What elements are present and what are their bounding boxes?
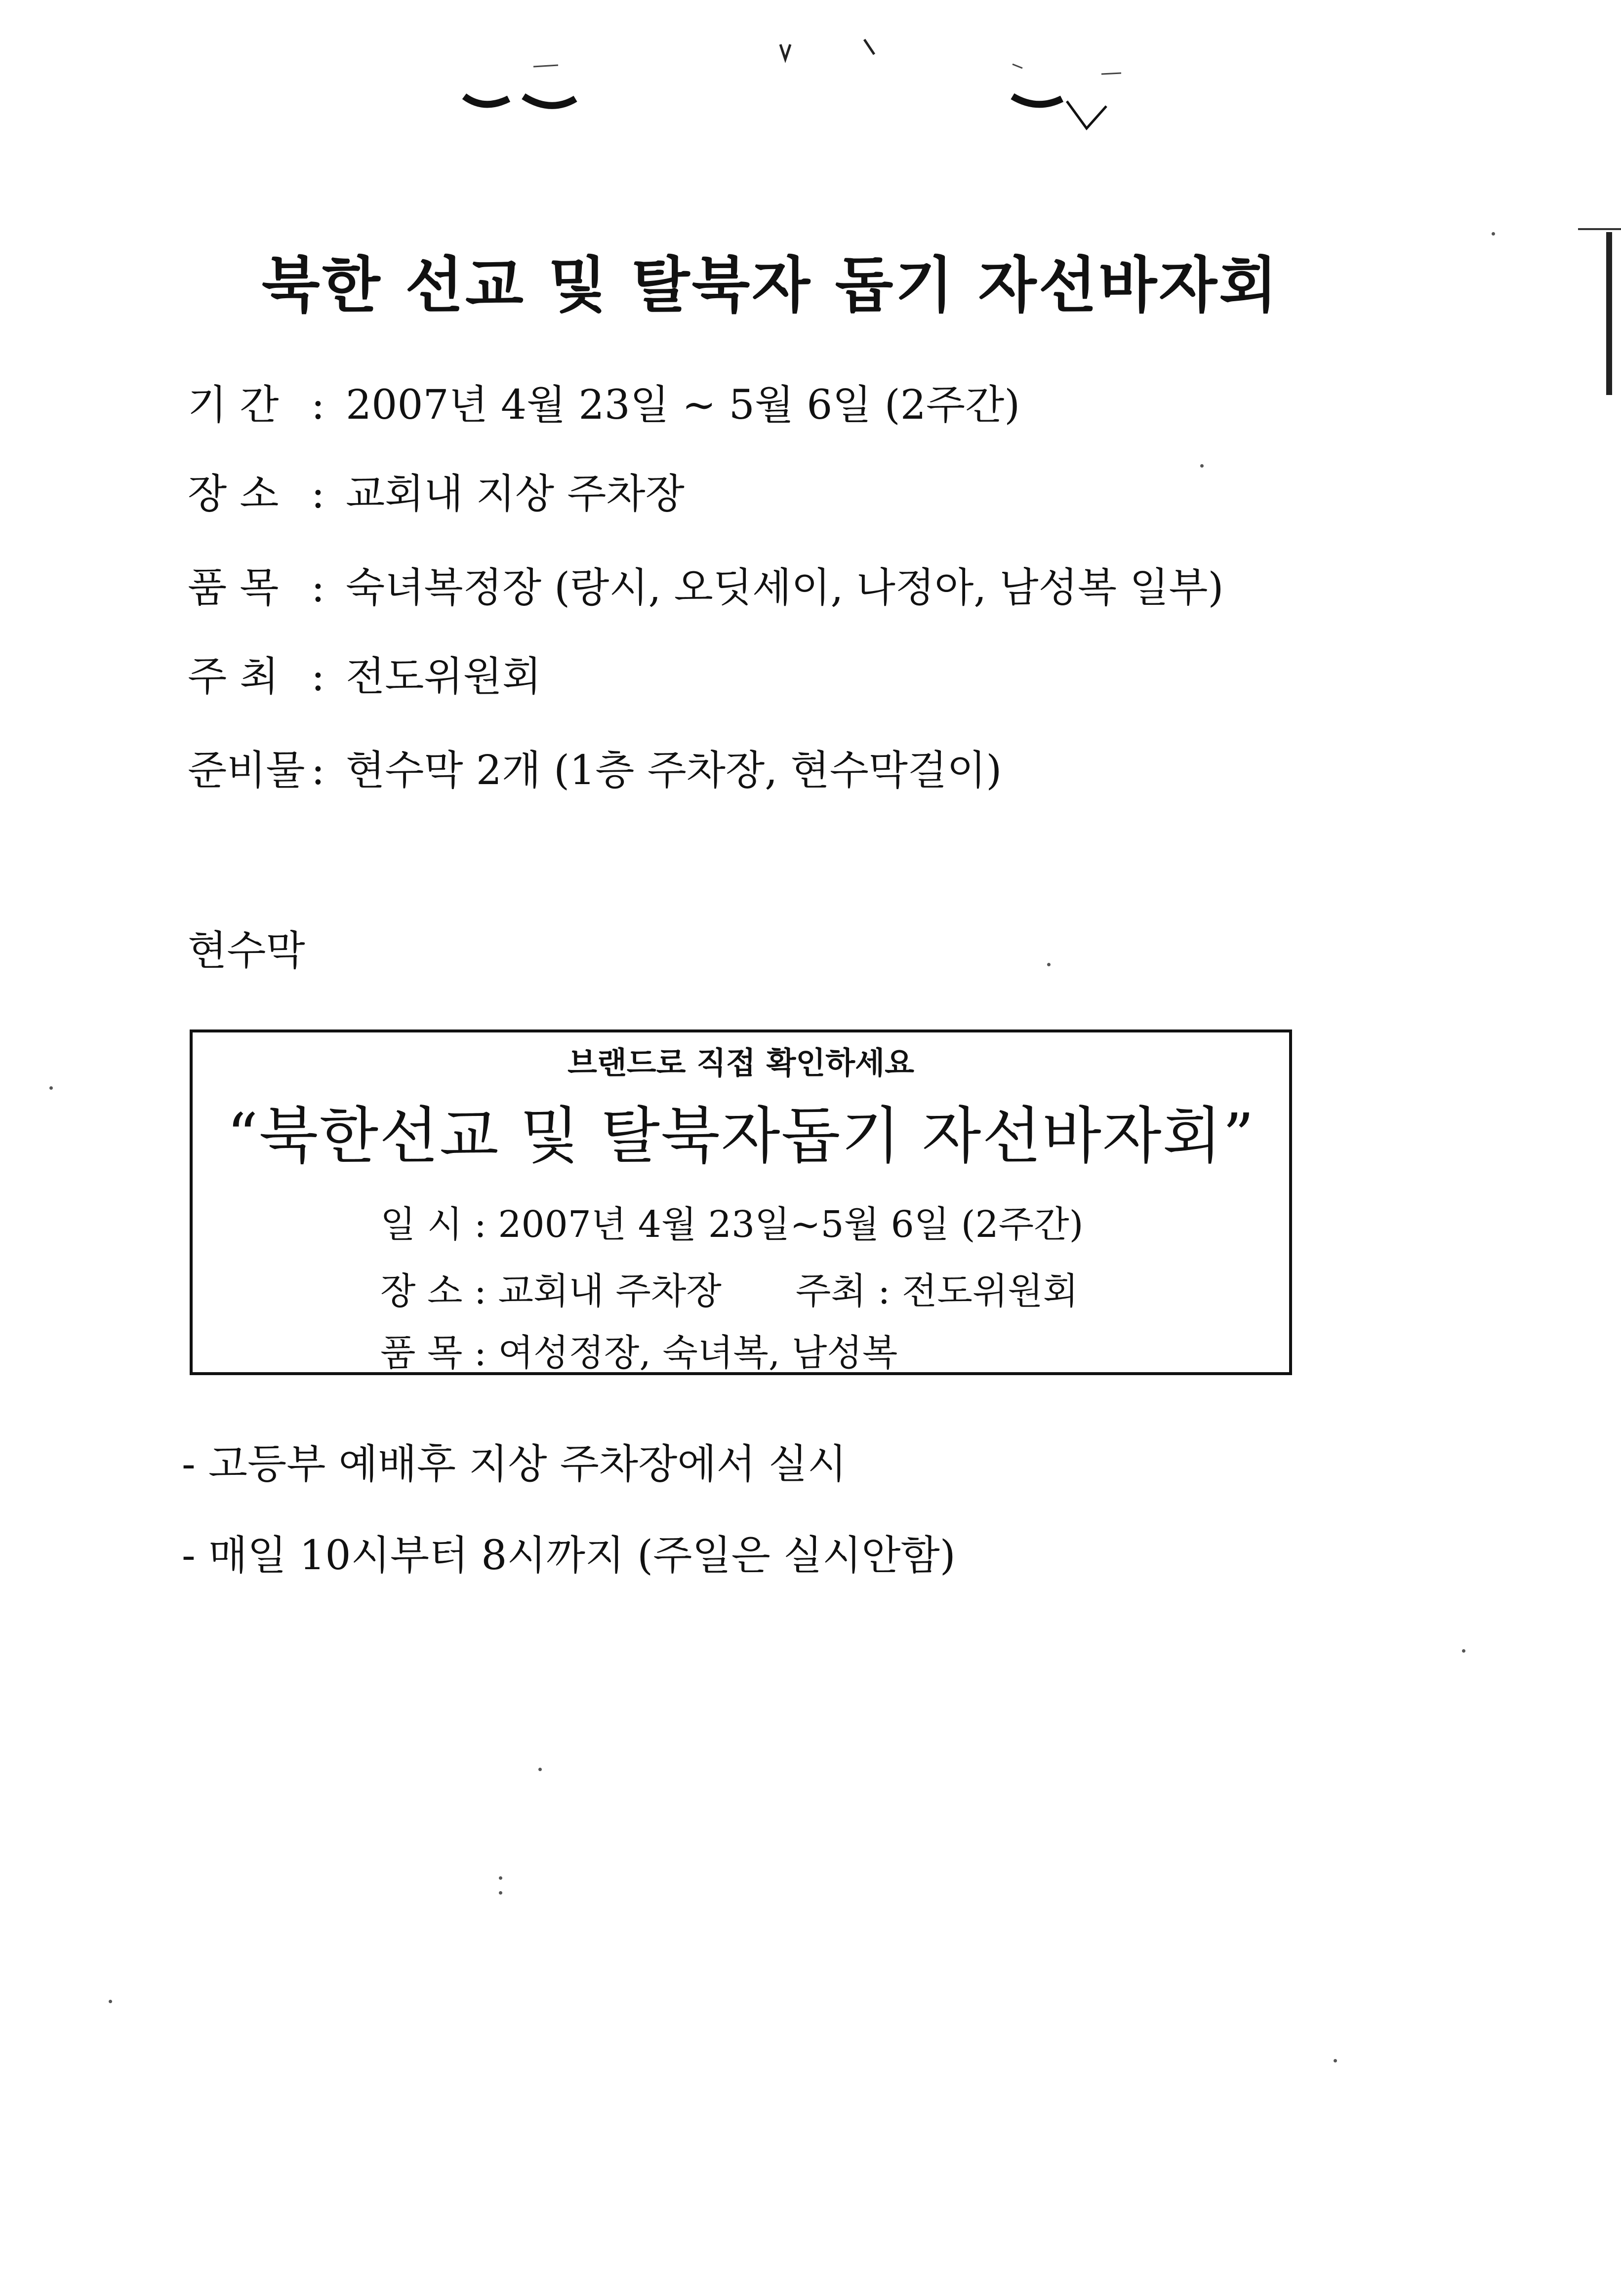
- note-item: - 매일 10시부터 8시까지 (주일은 실시안함): [182, 1532, 956, 1579]
- scan-speck: [49, 1086, 53, 1090]
- page-title: 북한 선교 및 탈북자 돕기 자선바자회: [261, 249, 1280, 320]
- banner-row-label: 장 소: [380, 1270, 463, 1312]
- detail-separator: :: [311, 564, 325, 611]
- detail-label: 준비물: [188, 747, 305, 794]
- banner-row-label: 품 목: [380, 1332, 463, 1374]
- scan-speck: [499, 1891, 502, 1895]
- scan-speck: [109, 2000, 112, 2003]
- scan-edge-line: [1578, 228, 1621, 230]
- scan-speck: [499, 1876, 502, 1880]
- detail-row-host: [188, 644, 541, 702]
- scan-artifact-top: [445, 10, 1136, 138]
- banner-row-extra-label: 주최: [795, 1270, 866, 1312]
- detail-separator: :: [311, 471, 325, 517]
- banner-row-value: : 여성정장, 숙녀복, 남성복: [474, 1332, 898, 1374]
- banner-row-value: : 교회내 주차장: [474, 1270, 722, 1312]
- banner-box: [190, 1029, 1292, 1375]
- detail-row-period: [188, 373, 1020, 431]
- scan-speck: [1200, 464, 1204, 468]
- scan-speck: [1462, 1649, 1465, 1653]
- banner-row-date: [380, 1195, 1084, 1248]
- detail-row-supplies: [188, 738, 1002, 796]
- detail-value: 2007년 4월 23일 ~ 5월 6일 (2주간): [346, 382, 1020, 429]
- banner-top-text: 브랜드로 직접 확인하세요: [567, 1045, 914, 1081]
- scan-speck: [1492, 232, 1495, 236]
- banner-title: “북한선교 및 탈북자돕기 자선바자회”: [227, 1101, 1255, 1172]
- banner-row-place: [380, 1262, 1078, 1314]
- detail-label: 기 간: [188, 382, 279, 429]
- detail-value: 숙녀복정장 (랑시, 오딧세이, 나정아, 남성복 일부): [346, 564, 1224, 611]
- detail-separator: :: [311, 747, 325, 794]
- detail-value: 전도위원회: [346, 653, 542, 700]
- banner-row-items: [380, 1324, 897, 1376]
- scan-speck: [538, 1768, 542, 1771]
- detail-label: 주 최: [188, 653, 279, 700]
- banner-row-label: 일 시: [380, 1203, 463, 1246]
- banner-row-extra-value: : 전도위원회: [878, 1270, 1079, 1312]
- scan-speck: [1334, 2059, 1337, 2062]
- detail-separator: :: [311, 382, 325, 429]
- scan-speck: [1047, 963, 1051, 966]
- detail-value: 현수막 2개 (1층 주차장, 현수막걸이): [346, 747, 1002, 794]
- scan-edge-bar: [1606, 232, 1612, 395]
- banner-section-label: 현수막: [188, 927, 305, 974]
- detail-separator: :: [311, 653, 325, 700]
- detail-row-items: [188, 555, 1224, 613]
- detail-label: 품 목: [188, 564, 279, 611]
- detail-value: 교회내 지상 주차장: [346, 471, 685, 517]
- detail-row-place: [188, 462, 685, 519]
- detail-label: 장 소: [188, 471, 279, 517]
- banner-row-value: : 2007년 4월 23일~5월 6일 (2주간): [474, 1203, 1084, 1246]
- note-item: - 고등부 예배후 지상 주차장에서 실시: [182, 1441, 847, 1488]
